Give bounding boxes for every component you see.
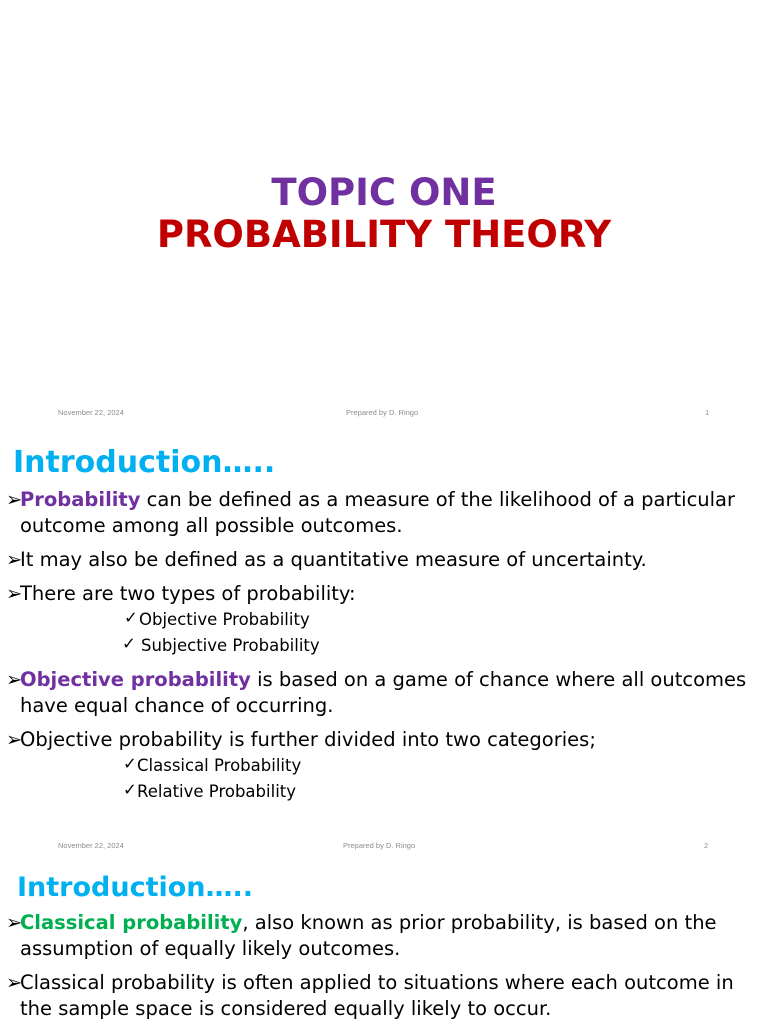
slide-heading: Introduction….. — [13, 445, 276, 480]
slide-3 — [0, 864, 768, 1024]
bullet-text: There are two types of probability: — [20, 582, 356, 605]
title-block — [0, 172, 768, 256]
slide-heading: Introduction….. — [17, 872, 254, 903]
bullet-list — [6, 487, 750, 805]
sub-bullet-item — [6, 633, 750, 659]
arrow-bullet-icon: ➢ — [6, 668, 23, 691]
checkmark-icon: ✓ — [123, 754, 137, 773]
slide-title-line1: TOPIC ONE — [271, 171, 497, 214]
footer-author: Prepared by D. Ringo — [343, 841, 416, 850]
checkmark-icon: ✓ — [123, 780, 137, 799]
bullet-item — [6, 910, 750, 962]
slide-2 — [0, 432, 768, 864]
sub-bullet-text: Classical Probability — [137, 756, 302, 775]
bullet-item — [6, 487, 750, 539]
arrow-bullet-icon: ➢ — [6, 582, 23, 605]
bullet-text: Objective probability is further divided into two categories; — [20, 728, 596, 751]
sub-bullet-item — [6, 753, 750, 779]
arrow-bullet-icon: ➢ — [6, 488, 23, 511]
bullet-text: , also known as prior probability, is based on the assumption of equally likely outcomes. — [20, 911, 717, 960]
sub-bullet-text: Subjective Probability — [141, 636, 320, 655]
arrow-bullet-icon: ➢ — [6, 911, 23, 934]
sub-bullet-item — [6, 779, 750, 805]
arrow-bullet-icon: ➢ — [6, 548, 23, 571]
footer-date: November 22, 2024 — [58, 841, 124, 850]
footer-page-number: 1 — [705, 408, 710, 417]
footer-author: Prepared by D. Ringo — [346, 408, 419, 417]
checkmark-icon: ✓ — [122, 634, 136, 653]
slide-1 — [0, 0, 768, 432]
bullet-text: can be defined as a measure of the likelihood of a particular outcome among all possible outcomes. — [20, 488, 736, 537]
arrow-bullet-icon: ➢ — [6, 971, 23, 994]
slide-title-line2: PROBABILITY THEORY — [156, 213, 612, 256]
sub-bullet-text: Objective Probability — [139, 610, 310, 629]
bullet-text: Classical probability is often applied to situations where each outcome in the sample space is considered equally likely to occur. — [20, 971, 734, 1020]
bullet-item — [6, 970, 750, 1022]
bullet-item — [6, 581, 750, 607]
sub-bullet-text: Relative Probability — [137, 782, 297, 801]
bullet-text: It may also be defined as a quantitative measure of uncertainty. — [20, 548, 647, 571]
bullet-list — [6, 910, 750, 1022]
keyword-probability: Probability — [20, 488, 141, 511]
keyword-classical-probability: Classical probability — [20, 911, 243, 934]
bullet-item — [6, 667, 750, 719]
bullet-item — [6, 727, 750, 753]
bullet-text: is based on a game of chance where all outcomes have equal chance of occurring. — [20, 668, 747, 717]
arrow-bullet-icon: ➢ — [6, 728, 23, 751]
sub-bullet-item — [6, 607, 750, 633]
keyword-objective-probability: Objective probability — [20, 668, 251, 691]
bullet-item — [6, 547, 750, 573]
footer-date: November 22, 2024 — [58, 408, 124, 417]
checkmark-icon: ✓ — [124, 608, 138, 627]
footer-page-number: 2 — [704, 841, 709, 850]
